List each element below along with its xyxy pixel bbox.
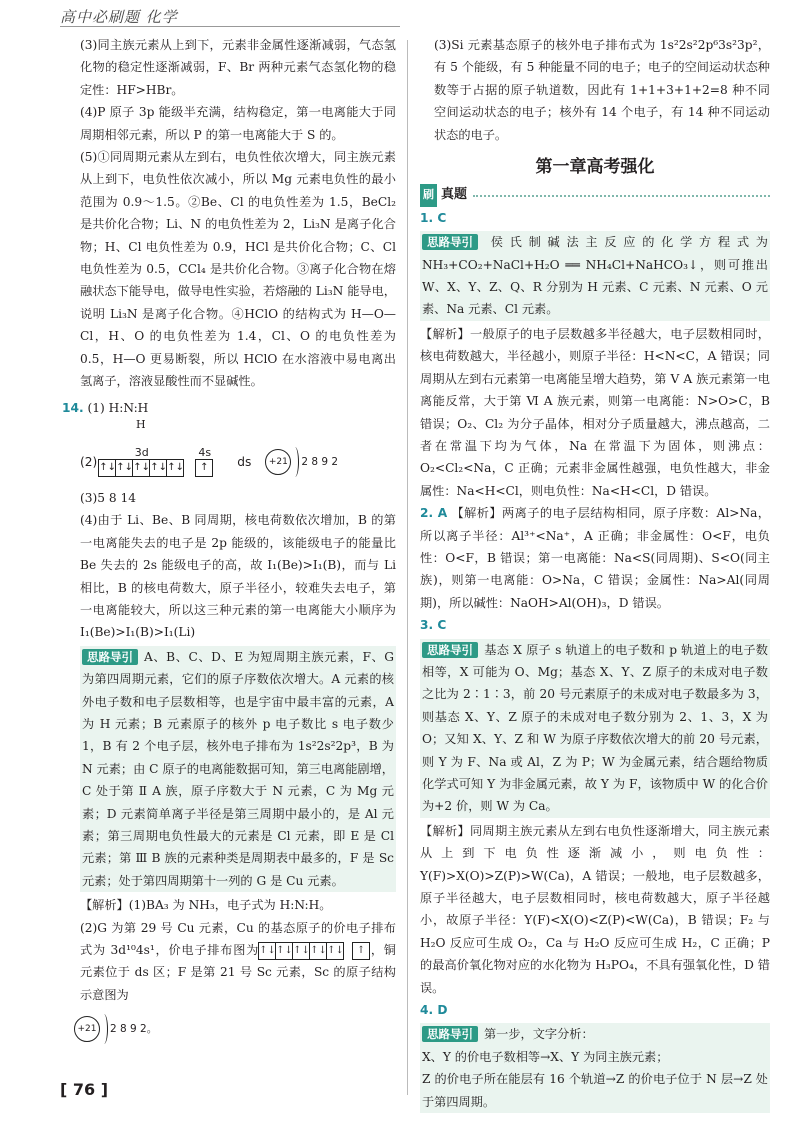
left-column [62, 34, 396, 1044]
dot-h: H [136, 417, 146, 431]
nucleus-circle: +21 [74, 1016, 100, 1042]
shell-arcs-icon [100, 1014, 108, 1044]
answer-4: 4. D [420, 1003, 448, 1018]
orbital-box: ↑↓ [115, 459, 133, 477]
running-header: 高中必刷题 化学 [60, 8, 178, 26]
orbital-box: ↑↓ [275, 942, 293, 960]
hint-tag: 思路导引 [82, 649, 138, 665]
orbital-box: ↑ [195, 459, 213, 477]
inline-orbital-diagram [259, 942, 370, 960]
hint-4-text: 第一步，文字分析： [484, 1027, 594, 1042]
analysis-3: 【解析】同周期主族元素从左到右电负性逐渐增大，同主族元素从上到下电负性逐渐减小，则电负性：Y(F)>X(O)>Z(P)>W(Ca)，A 错误；一般地，电子层数越多，原子半径越大，电子层数相同时，核电荷数越大，原子半径越小，故原子半径：Y(F)<X(O)<Z(P)<W(Ca)，B 错误；F₂ 与 H₂O 反应可生成 O₂，Ca 与 H₂O 反应可生成 H₂，C 正确；P 的最高价氧化物对应的水化物为 H₃PO₄，不具有强氧化性，D 错误。 [420, 823, 770, 995]
orbital-diagram-row [80, 443, 396, 481]
orbital-box: ↑↓ [149, 459, 167, 477]
brush-icon: 刷 [420, 184, 437, 206]
electron-shells: 2 8 9 2。 [110, 1023, 158, 1036]
hint-3-text: 基态 X 原子 s 轨道上的电子数和 p 轨道上的电子数相等，X 可能为 O、Mg；基态 X、Y、Z 原子的未成对电子数之比为 2∶1∶3，前 20 号元素原子的未成对电子数最多为 3，则基态 X、Y、Z 原子的未成对电子数分别为 2、1、3，X 为 O；又知 X、Y、Z 和 W 为原子序数依次增大的前 20 号元素，则 Y 为 F、Na 或 Al，Z 为 P；W 为金属元素，结合题给物质化学式可知 Y 为非金属元素，故 Y 为 F，该物质中 W 的化合价为+2 价，则 W 为 Ca。 [422, 642, 768, 814]
section-title: 真题 [441, 187, 468, 203]
hint-4 [420, 1023, 770, 1113]
analysis-14-2 [80, 917, 396, 1007]
answer-14-1: (1) H:N:H [87, 400, 149, 415]
question-14 [62, 397, 396, 1045]
paragraph-si-config: (3)Si 元素基态原子的核外电子排布式为 1s²2s²2p⁶3s²3p²，有 5 个能级，有 5 种能量不同的电子；电子的空间运动状态种数等于占据的原子轨道数，因此有 1+1+3+1+2=8 种不同空间运动状态的电子；核外有 14 个电子，有 14 种不同运动状态的电子。 [434, 38, 770, 142]
right-column [420, 34, 770, 1115]
orbital-3d-label: 3d [134, 445, 149, 459]
chapter-title: 第一章高考强化 [535, 157, 655, 178]
hint-14-text: A、B、C、D、E 为短周期主族元素，F、G 为第四周期元素，它们的原子序数依次增大。A 元素的核外电子数和电子层数相等，也是宇宙中最丰富的元素，A 为 H 元素；B 元素原子的核外 p 电子数比 s 电子数少 1，B 有 2 个电子层，核外电子排布为 1s²2s²2p³，B 为 N 元素；由 C 原子的电离能数据可知，第三电离能剧增，C 处于第 Ⅱ A 族，原子序数大于 N 元素，C 为 Mg 元素；D 元素简单离子半径是第三周期中最小的，是 Al 元素；第三周期电负性最大的元素是 Cl 元素，即 E 是 Cl 元素；第 Ⅲ B 族的元素种类是周期表中最多的，F 是 Sc 元素；处于第四周期第十一列的 G 是 Cu 元素。 [82, 649, 394, 888]
hint-1-text: 侯氏制碱法主反应的化学方程式为 NH₃+CO₂+NaCl+H₂O ══ NH₄Cl+NaHCO₃↓，则可推出 W、X、Y、Z、Q、R 分别为 H 元素、C 元素、N 元素、O 元素、Na 元素、Cl 元素。 [422, 235, 768, 317]
answer-14-3: (3)5 8 14 [80, 490, 137, 505]
hint-4-line-1: X、Y 的价电子数相等→X、Y 为同主族元素； [422, 1049, 669, 1064]
block-label: ds [237, 454, 252, 469]
page-number: [ 76 ] [60, 1080, 109, 1099]
column-divider [407, 40, 408, 1095]
question-number: 14. [62, 400, 84, 415]
paragraph-electronegativity: (5)①同周期元素从左到右，电负性依次增大，同主族元素从上到下，电负性依次减小，所以 Mg 元素电负性的最小范围为 0.9～1.5。②Be、Cl 的电负性差为 1.5，BeCl₂ 是共价化合物；Li、N 的电负性差为 2，Li₃N 是离子化合物；H、Cl 电负性差为 0.9，HCl 是共价化合物；C、Cl 电负性差为 0.5，CCl₄ 是共价化合物。③离子化合物在熔融状态下能导电，做导电性实验，若熔融的 Li₃N 能导电，说明 Li₃N 是离子化合物。④HClO 的结构式为 H—O—Cl，H、O 的电负性差为 1.4，Cl、O 的电负性差为 0.5，H—O 更易断裂，所以 HClO 在水溶液中易电离出氢离子，溶液显酸性而不显碱性。 [80, 150, 396, 389]
orbital-box: ↑↓ [292, 942, 310, 960]
answer-14-4: (4)由于 Li、Be、B 同周期，核电荷数依次增加，B 的第一电离能失去的电子是 2p 能级的，该能级电子的能量比 Be 失去的 2s 能级电子的高，故 I₁(Be)>I₁(B)，而与 Li 相比，B 的核电荷数大，原子半径小，较难失去电子，第一电离能较大，所以这三种元素的第一电离能大小顺序为 I₁(Be)>I₁(B)>I₁(Li) [80, 513, 396, 640]
atom-structure-diagram [265, 447, 338, 477]
dotted-rule [473, 195, 770, 197]
analysis-14-1: 【解析】(1)BA₃ 为 NH₃，电子式为 H:N:H。 [80, 898, 332, 913]
section-header [420, 184, 770, 206]
orbital-4s-label: 4s [198, 445, 212, 459]
hint-4-line-2: Z 的价电子所在能层有 16 个轨道→Z 的价电子位于 N 层→Z 处于第四周期。 [422, 1072, 768, 1109]
orbital-box: ↑↓ [309, 942, 327, 960]
analysis-2: 【解析】两离子的电子层结构相同，原子序数：Al>Na，所以离子半径：Al³⁺<Na⁺，A 正确；非金属性：O<F，电负性：O<F，B 错误；第一电离能：Na<S(同周期)、S<O(同主族)，则第一电离能：O>Na，C 错误；金属性：Na>Al(同周期)，所以碱性：NaOH>Al(OH)₃，D 错误。 [420, 506, 770, 610]
hint-tag: 思路导引 [422, 1026, 478, 1042]
header-rule [60, 26, 400, 27]
analysis-14-2-b: ，铜元素位于 ds 区；F 是第 21 号 Sc 元素，Sc 的原子结构示意图为 [80, 943, 396, 1002]
paragraph-ionization-p: (4)P 原子 3p 能级半充满，结构稳定，第一电离能大于同周期相邻元素，所以 P 的第一电离能大于 S 的。 [80, 105, 396, 142]
hint-14 [80, 646, 396, 892]
hint-tag: 思路导引 [422, 642, 478, 658]
electron-shells: 2 8 9 2 [301, 455, 339, 468]
hint-3 [420, 639, 770, 818]
orbital-box: ↑↓ [326, 942, 344, 960]
answer-2 [420, 502, 770, 614]
nucleus-circle: +21 [265, 449, 291, 475]
part-label: (2) [80, 454, 98, 469]
orbital-box: ↑↓ [258, 942, 276, 960]
answer-1: 1. C [420, 210, 447, 225]
orbital-box: ↑ [352, 942, 370, 960]
orbital-box: ↑↓ [98, 459, 116, 477]
orbital-3d [99, 447, 184, 477]
answer-3: 3. C [420, 618, 447, 633]
atom-structure-diagram-2 [74, 1014, 396, 1044]
hint-tag: 思路导引 [422, 234, 478, 250]
orbital-box: ↑↓ [132, 459, 150, 477]
answer-2-key: 2. A [420, 506, 448, 521]
paragraph-halide-stability: (3)同主族元素从上到下，元素非金属性逐渐减弱，气态氢化物的稳定性逐渐减弱，F、Br 两种元素气态氢化物的稳定性：HF>HBr。 [80, 38, 396, 97]
shell-arcs-icon [291, 447, 299, 477]
analysis-14-2-a: (2)G 为第 29 号 Cu 元素，Cu 的基态原子的价电子排布式为 3d¹⁰4s¹，价电子排布图为 [80, 920, 396, 958]
hint-1 [420, 231, 770, 321]
orbital-box: ↑↓ [166, 459, 184, 477]
orbital-4s [196, 447, 213, 477]
analysis-1: 【解析】一般原子的电子层数越多半径越大，电子层数相同时，核电荷数越大，半径越小，则原子半径：H<N<C，A 错误；同周期从左到右元素第一电离能呈增大趋势，第 V A 族元素第一电离能反常，大于第 Ⅵ A 族元素，则第一电离能：N>O>C，B 错误；O₂、Cl₂ 为分子晶体，相对分子质量越大，沸点越高，二者在常温下均为气体，Na 在常温下为固体，则沸点：O₂<Cl₂<Na，C 正确；元素非金属性越强，电负性越大，非金属性：Na<H<Cl，则电负性：Na<H<Cl，D 错误。 [420, 326, 770, 498]
